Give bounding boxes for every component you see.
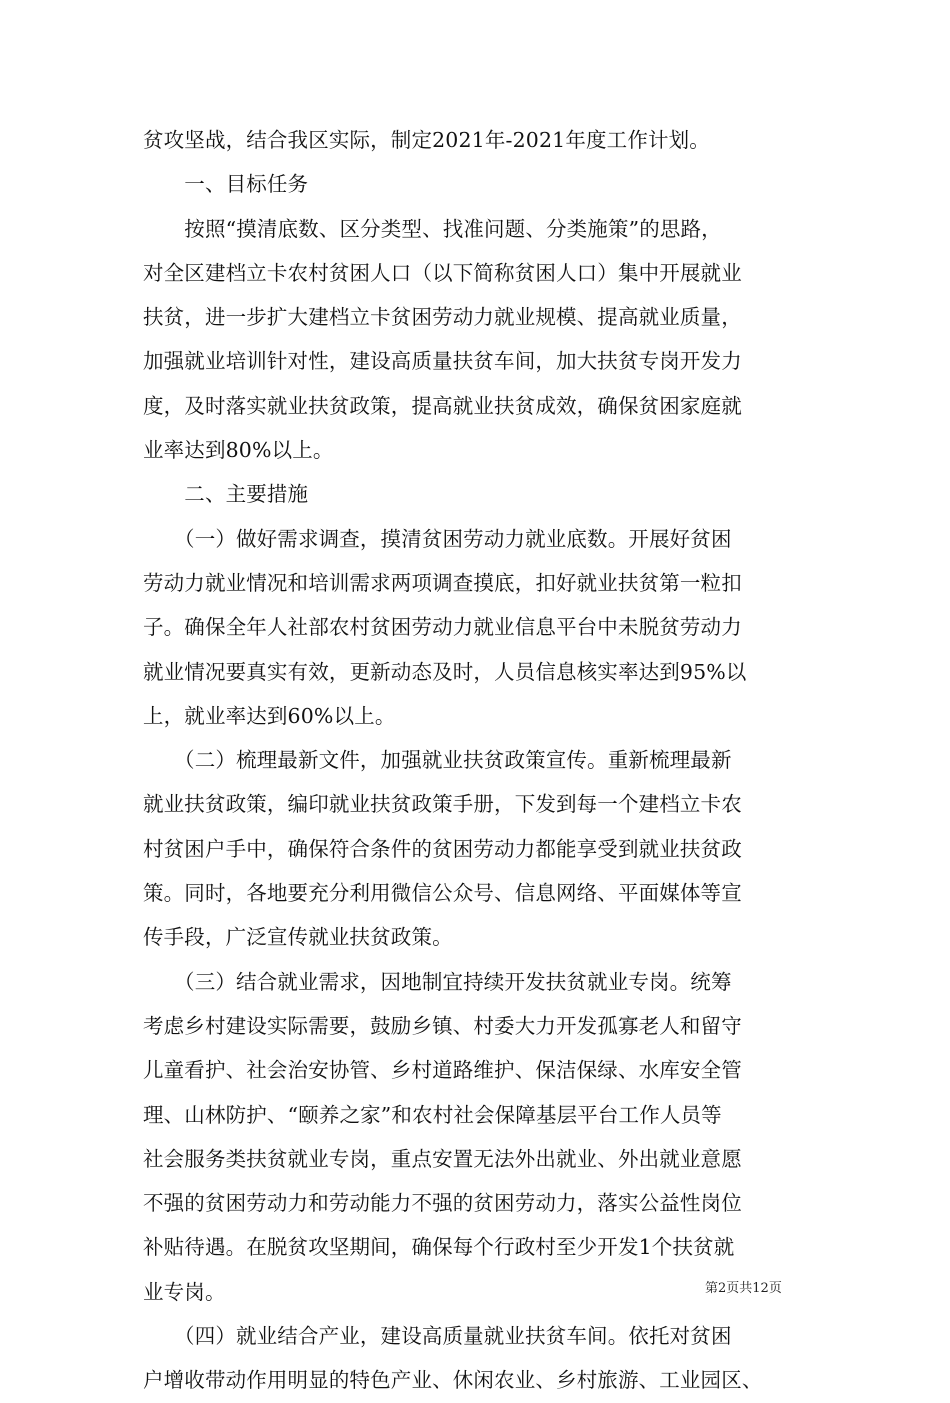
text-line: 考虑乡村建设实际需要，鼓励乡镇、村委大力开发孤寡老人和留守 — [143, 1013, 742, 1038]
text-line: 不强的贫困劳动力和劳动能力不强的贫困劳动力，落实公益性岗位 — [143, 1191, 742, 1216]
text-line: 补贴待遇。在脱贫攻坚期间，确保每个行政村至少开发1个扶贫就 — [143, 1235, 735, 1260]
text-line: 加强就业培训针对性，建设高质量扶贫车间，加大扶贫专岗开发力 — [143, 349, 742, 374]
text-line: 度，及时落实就业扶贫政策，提高就业扶贫成效，确保贫困家庭就 — [143, 393, 742, 418]
section-heading: 一、目标任务 — [143, 172, 309, 197]
text-line: 村贫困户手中，确保符合条件的贫困劳动力都能享受到就业扶贫政 — [143, 836, 742, 861]
text-line: （四）就业结合产业，建设高质量就业扶贫车间。依托对贫困 — [143, 1324, 732, 1349]
text-line: （三）结合就业需求，因地制宜持续开发扶贫就业专岗。统筹 — [143, 969, 732, 994]
page-number: 第2页共12页 — [705, 1281, 782, 1296]
text-line: 就业扶贫政策，编印就业扶贫政策手册，下发到每一个建档立卡农 — [143, 792, 742, 817]
text-line: 儿童看护、社会治安协管、乡村道路维护、保洁保绿、水库安全管 — [143, 1058, 742, 1083]
text-line: （二）梳理最新文件，加强就业扶贫政策宣传。重新梳理最新 — [143, 748, 732, 773]
text-line: 子。确保全年人社部农村贫困劳动力就业信息平台中未脱贫劳动力 — [143, 615, 742, 640]
text-line: 户增收带动作用明显的特色产业、休闲农业、乡村旅游、工业园区、 — [143, 1368, 763, 1393]
text-line: 劳动力就业情况和培训需求两项调查摸底，扣好就业扶贫第一粒扣 — [143, 570, 742, 595]
text-line: 理、山林防护、“颐养之家”和农村社会保障基层平台工作人员等 — [143, 1102, 722, 1127]
text-line: 贫攻坚战，结合我区实际，制定2021年-2021年度工作计划。 — [143, 128, 710, 152]
text-line: 扶贫，进一步扩大建档立卡贫困劳动力就业规模、提高就业质量， — [143, 305, 742, 330]
text-line: 业率达到80%以上。 — [143, 438, 334, 463]
text-line: 上，就业率达到60%以上。 — [143, 703, 396, 728]
section-heading: 二、主要措施 — [143, 482, 309, 507]
text-line: 对全区建档立卡农村贫困人口（以下简称贫困人口）集中开展就业 — [143, 260, 742, 285]
text-line: 就业情况要真实有效，更新动态及时，人员信息核实率达到95%以 — [143, 659, 747, 684]
text-line: （一）做好需求调查，摸清贫困劳动力就业底数。开展好贫困 — [143, 526, 732, 551]
document-body — [143, 118, 811, 1403]
text-line: 业专岗。 — [143, 1279, 226, 1304]
text-line: 社会服务类扶贫就业专岗，重点安置无法外出就业、外出就业意愿 — [143, 1146, 742, 1171]
text-line: 传手段，广泛宣传就业扶贫政策。 — [143, 925, 453, 950]
text-line: 策。同时，各地要充分利用微信公众号、信息网络、平面媒体等宣 — [143, 881, 742, 906]
text-line: 按照“摸清底数、区分类型、找准问题、分类施策”的思路， — [143, 216, 722, 241]
